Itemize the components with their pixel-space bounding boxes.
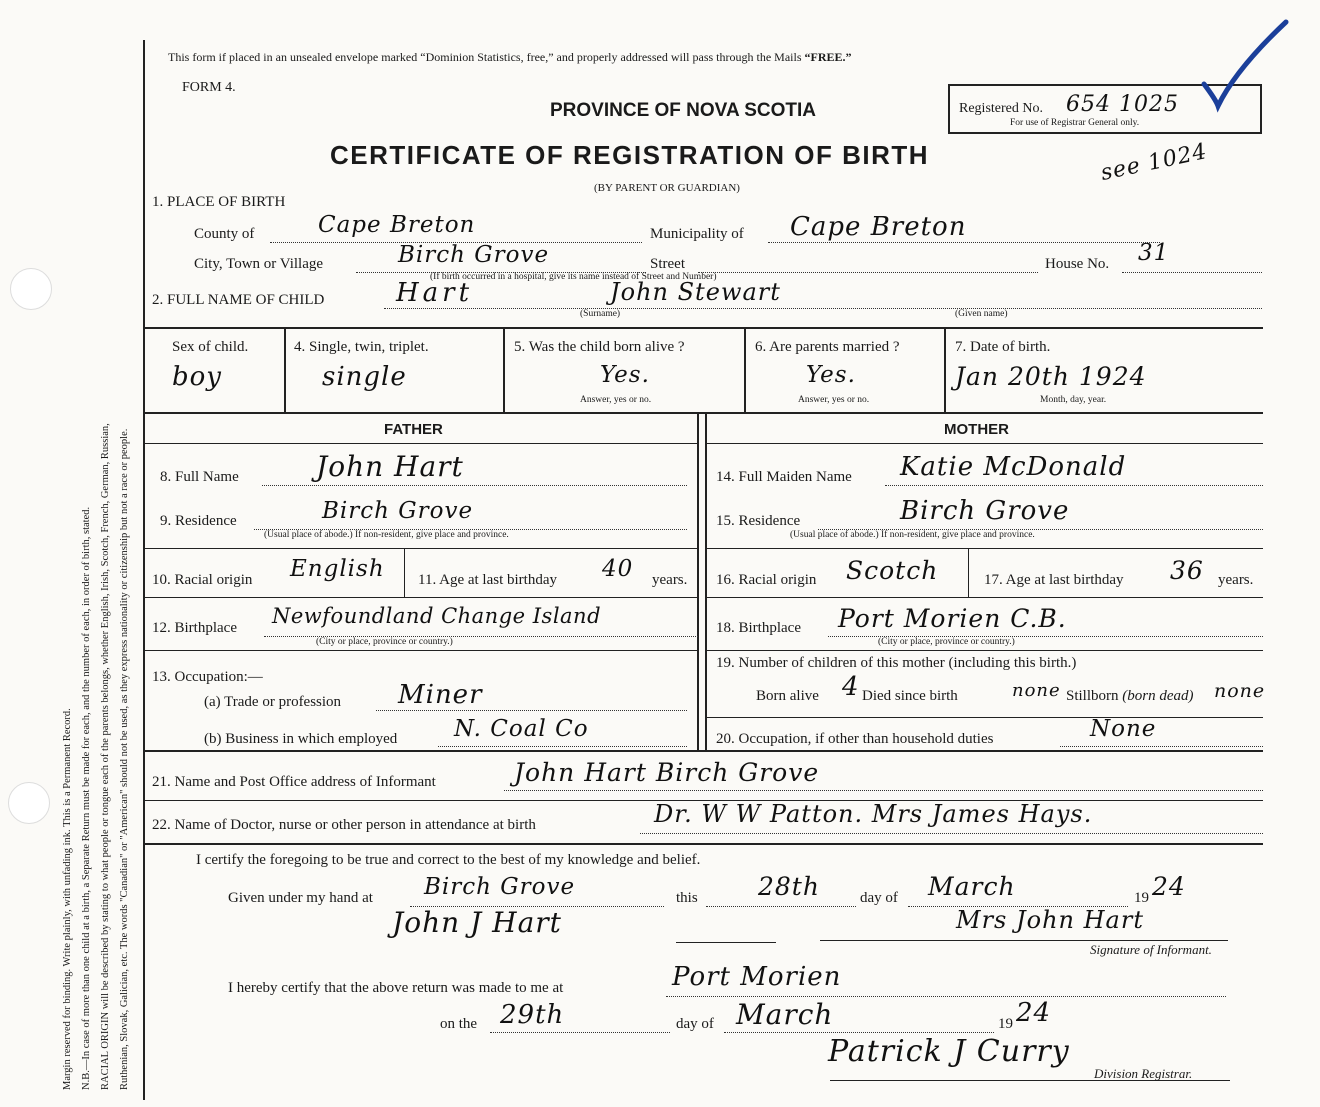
child-name-line: [384, 308, 1262, 309]
child-surname: Hart: [396, 278, 474, 308]
registrar-day-value: 29th: [500, 1000, 565, 1030]
mother-birthplace-caption: (City or place, province or country.): [878, 637, 1015, 647]
house-line: [1122, 272, 1262, 273]
registrar-note: For use of Registrar General only.: [1010, 118, 1140, 128]
frame-left-rule: [143, 40, 145, 1100]
mother-name-label: 14. Full Maiden Name: [716, 469, 852, 485]
father-business-line: [438, 746, 687, 747]
year-prefix: 19: [1134, 890, 1149, 906]
mother-birthplace-label: 18. Birthplace: [716, 620, 801, 636]
mother-residence-caption: (Usual place of abode.) If non-resident, give place and province.: [790, 530, 1035, 540]
certify-statement: I certify the foregoing to be true and correct to the best of my knowledge and belief.: [196, 852, 701, 868]
certificate-subtitle: (BY PARENT OR GUARDIAN): [594, 182, 740, 194]
rule: [143, 548, 697, 549]
mother-age-unit: years.: [1218, 572, 1254, 588]
married-value: Yes.: [806, 362, 856, 388]
mail-notice-free: “FREE.”: [804, 50, 852, 64]
father-age-label: 11. Age at last birthday: [418, 572, 557, 588]
father-business-label: (b) Business in which employed: [204, 731, 398, 747]
father-name-line: [262, 485, 687, 486]
attendant-line: [640, 833, 1263, 834]
month-value: March: [928, 872, 1016, 901]
mother-birthplace-value: Port Morien C.B.: [838, 604, 1067, 633]
city-label: City, Town or Village: [194, 256, 324, 272]
father-birthplace-value: Newfoundland Change Island: [272, 604, 602, 628]
mother-occupation-label: 20. Occupation, if other than household duties: [716, 731, 994, 747]
county-value: Cape Breton: [318, 212, 476, 238]
given-place-value: Birch Grove: [424, 874, 576, 900]
rule: [143, 650, 697, 651]
informant-caption: Signature of Informant.: [1090, 942, 1212, 957]
street-line: [698, 272, 1038, 273]
informant-line: [504, 790, 1263, 791]
father-age-value: 40: [602, 556, 634, 582]
rule: [143, 443, 697, 444]
mother-occupation-value: None: [1090, 716, 1157, 742]
rule: [744, 327, 746, 412]
died-label: Died since birth: [862, 688, 958, 704]
municipality-label: Municipality of: [650, 226, 744, 242]
binding-hole-bottom: [8, 782, 50, 824]
rule: [705, 548, 1263, 549]
on-the-label: on the: [440, 1016, 478, 1032]
father-racial-label: 10. Racial origin: [152, 572, 253, 588]
mail-notice: [168, 50, 852, 65]
stillborn-label: [1066, 688, 1194, 705]
child-name-label: 2. FULL NAME OF CHILD: [152, 292, 325, 308]
surname-caption: (Surname): [580, 309, 621, 319]
county-label: County of: [194, 226, 255, 242]
father-age-unit: years.: [652, 572, 688, 588]
alive-label: 5. Was the child born alive ?: [514, 339, 685, 355]
mother-racial-label: 16. Racial origin: [716, 572, 817, 588]
father-name-label: 8. Full Name: [160, 469, 239, 485]
informant-label: 21. Name and Post Office address of Informant: [152, 774, 436, 790]
father-residence-value: Birch Grove: [322, 498, 474, 524]
day-value: 28th: [758, 872, 820, 901]
father-business-value: N. Coal Co: [454, 716, 589, 742]
plurality-label: 4. Single, twin, triplet.: [294, 339, 429, 355]
rule: [705, 597, 1263, 598]
mother-age-label: 17. Age at last birthday: [984, 572, 1124, 588]
rule: [705, 650, 1263, 651]
mother-occupation-line: [1060, 746, 1263, 747]
registrar-day-of-label: day of: [676, 1016, 714, 1032]
rule: [503, 327, 505, 412]
attendant-value: Dr. W W Patton. Mrs James Hays.: [654, 800, 1093, 828]
registered-value: 654 1025: [1066, 92, 1179, 117]
annotation-see: see 1024: [1098, 139, 1210, 186]
margin-note-line: Margin reserved for binding. Write plainly, with unfading ink. This is a Permanent Record.: [62, 708, 73, 1090]
place-of-birth-heading: 1. PLACE OF BIRTH: [152, 194, 286, 210]
child-given-name: John Stewart: [610, 278, 781, 306]
registrar-year-prefix: 19: [998, 1016, 1013, 1032]
father-birthplace-caption: (City or place, province or country.): [316, 637, 453, 647]
day-line: [706, 906, 856, 907]
stillborn-text: Stillborn: [1066, 688, 1119, 704]
married-caption: Answer, yes or no.: [798, 395, 870, 405]
rule: [143, 412, 1263, 414]
informant-value: John Hart Birch Grove: [514, 758, 820, 787]
father-trade-line: [376, 710, 687, 711]
registrar-place-value: Port Morien: [672, 962, 842, 992]
registrar-month-value: March: [736, 998, 834, 1031]
alive-value: Yes.: [600, 362, 650, 388]
stillborn-note: (born dead): [1122, 688, 1194, 704]
house-label: House No.: [1045, 256, 1110, 272]
father-trade-label: (a) Trade or profession: [204, 694, 342, 710]
mother-racial-value: Scotch: [846, 556, 939, 585]
signature-informant-line: [820, 940, 1228, 941]
hospital-note: (If birth occurred in a hospital, give its name instead of Street and Number): [430, 272, 717, 282]
rule: [968, 548, 969, 597]
rule: [705, 412, 707, 750]
dob-label: 7. Date of birth.: [955, 339, 1051, 355]
this-label: this: [676, 890, 698, 906]
check-mark-icon: [1196, 14, 1296, 114]
mail-notice-text: This form if placed in an unsealed envelope marked “Dominion Statistics, free,” and properly addressed will pass through the Mails: [168, 50, 805, 64]
registered-label: Registered No.: [959, 101, 1043, 116]
rule: [143, 327, 1263, 329]
mother-heading: MOTHER: [944, 421, 1009, 438]
dob-caption: Month, day, year.: [1040, 395, 1107, 405]
mother-residence-value: Birch Grove: [900, 496, 1070, 526]
father-residence-caption: (Usual place of abode.) If non-resident, give place and province.: [264, 530, 509, 540]
mother-name-value: Katie McDonald: [900, 452, 1127, 482]
born-alive-value: 4: [842, 672, 860, 702]
given-caption: (Given name): [955, 309, 1008, 319]
father-birthplace-label: 12. Birthplace: [152, 620, 237, 636]
registrar-place-line: [666, 996, 1226, 997]
margin-note: [58, 30, 134, 1090]
dob-value: Jan 20th 1924: [955, 362, 1147, 391]
rule: [284, 327, 286, 412]
father-occupation-label: 13. Occupation:—: [152, 669, 263, 685]
given-label: Given under my hand at: [228, 890, 373, 906]
rule: [143, 597, 697, 598]
municipality-value: Cape Breton: [790, 212, 967, 242]
signature-left: John J Hart: [392, 906, 562, 939]
binding-hole-top: [10, 268, 52, 310]
stillborn-value: none: [1214, 680, 1266, 702]
father-heading: FATHER: [384, 421, 443, 438]
registrar-month-line: [724, 1032, 994, 1033]
margin-note-line: Ruthenian, Slovak, Galician, etc. The words "Canadian" or "American" should not be used, as they express nationality or citizenship but not a race or people.: [119, 428, 130, 1090]
house-value: 31: [1138, 240, 1170, 266]
mother-name-line: [885, 485, 1263, 486]
municipality-line: [768, 242, 1160, 243]
margin-note-line: N.B.—In case of more than one child at a birth, a Separate Return must be made for each, and the number of each, in order of birth, stated.: [81, 506, 92, 1090]
rule: [143, 750, 1263, 752]
father-name-value: John Hart: [316, 450, 464, 483]
sex-value: boy: [172, 362, 222, 392]
margin-note-line: RACIAL ORIGIN will be described by stating to what people or tongue each of the parents belongs, whether English, Irish, Scotch, French, German, Russian,: [100, 423, 111, 1090]
registrar-caption: Division Registrar.: [1094, 1066, 1193, 1081]
sex-label: Sex of child.: [172, 339, 249, 355]
rule: [705, 443, 1263, 444]
married-label: 6. Are parents married ?: [755, 339, 900, 355]
mother-age-value: 36: [1170, 556, 1204, 585]
day-of-label: day of: [860, 890, 898, 906]
mother-residence-label: 15. Residence: [716, 513, 801, 529]
registrar-year-value: 24: [1016, 998, 1052, 1028]
rule: [697, 412, 699, 750]
rule: [944, 327, 946, 412]
signature-left-line: [676, 942, 776, 943]
father-residence-label: 9. Residence: [160, 513, 237, 529]
city-value: Birch Grove: [398, 242, 550, 268]
alive-caption: Answer, yes or no.: [580, 395, 652, 405]
province-heading: PROVINCE OF NOVA SCOTIA: [550, 100, 817, 121]
attendant-label: 22. Name of Doctor, nurse or other person in attendance at birth: [152, 817, 536, 833]
registrar-signature: Patrick J Curry: [828, 1034, 1070, 1069]
certificate-title: CERTIFICATE OF REGISTRATION OF BIRTH: [330, 140, 930, 170]
died-value: none: [1012, 680, 1061, 701]
father-racial-value: English: [290, 556, 385, 582]
plurality-value: single: [322, 362, 407, 392]
father-trade-value: Miner: [398, 680, 483, 710]
registrar-statement: I hereby certify that the above return was made to me at: [228, 980, 564, 996]
rule: [143, 843, 1263, 845]
street-label: Street: [650, 256, 685, 272]
mother-children-label: 19. Number of children of this mother (including this birth.): [716, 655, 1077, 671]
year-value: 24: [1152, 872, 1186, 901]
registrar-day-line: [490, 1032, 670, 1033]
rule: [705, 717, 1263, 718]
born-alive-label: Born alive: [756, 688, 819, 704]
form-number: FORM 4.: [182, 80, 236, 95]
rule: [404, 548, 405, 597]
signature-informant: Mrs John Hart: [956, 906, 1144, 934]
